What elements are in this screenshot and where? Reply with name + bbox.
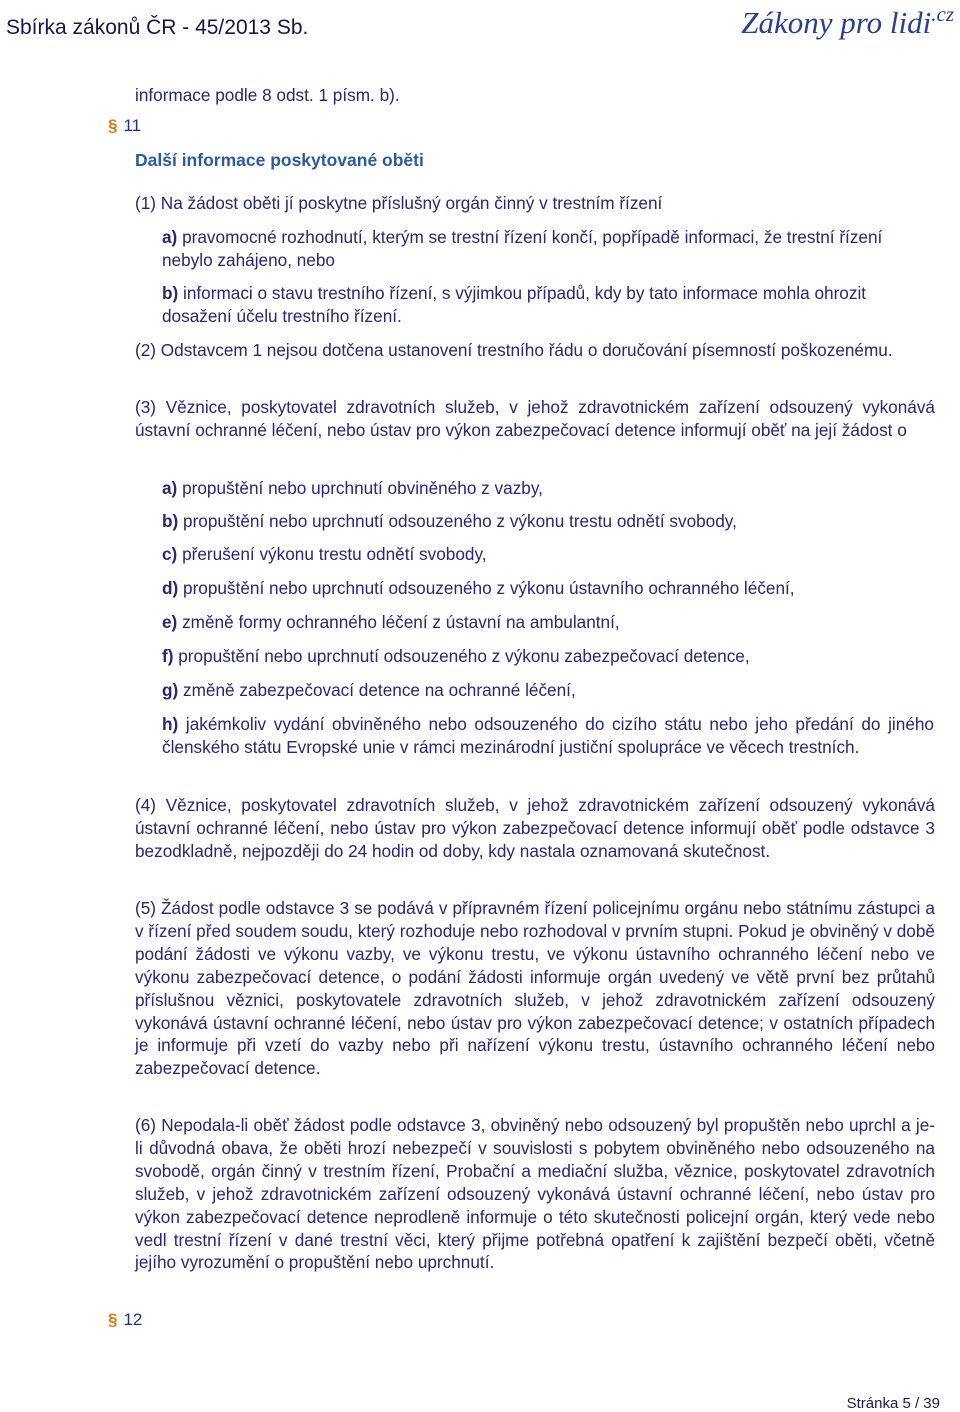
item-label: b) bbox=[162, 511, 179, 531]
item-text: propuštění nebo uprchnutí odsouzeného z výkonu trestu odnětí svobody, bbox=[183, 511, 737, 531]
item-label: b) bbox=[162, 283, 179, 303]
list-item-1b bbox=[162, 282, 934, 328]
list-item-3e bbox=[162, 611, 934, 634]
list-item-3b bbox=[162, 510, 934, 533]
paragraph-2: (2) Odstavcem 1 nejsou dotčena ustanovení trestního řádu o doručování písemností poškozenému. bbox=[135, 340, 893, 360]
list-item-3f bbox=[162, 645, 934, 668]
paragraph-4: (4) Věznice, poskytovatel zdravotních služeb, v jehož zdravotnickém zařízení odsouzený vykonává ústavní ochranné léčení, nebo ústav pro výkon zabezpečovací detence informují oběť podle odstavce 3 bezodkladně, nejpozději do 24 hodin od doby, kdy nastala oznamovaná skutečnost. bbox=[135, 795, 935, 861]
item-text: pravomocné rozhodnutí, kterým se trestní řízení končí, popřípadě informaci, že trestní řízení nebylo zahájeno, nebo bbox=[162, 227, 883, 270]
brand-logo[interactable] bbox=[741, 2, 954, 41]
paragraph-1: (1) Na žádost oběti jí poskytne příslušný orgán činný v trestním řízení bbox=[135, 193, 663, 213]
item-label: f) bbox=[162, 646, 174, 666]
list-item-3d bbox=[162, 577, 934, 600]
item-label: e) bbox=[162, 612, 178, 632]
item-text: změně zabezpečovací detence na ochranné léčení, bbox=[183, 680, 576, 700]
section-symbol: § bbox=[108, 1310, 118, 1329]
item-text: jakémkoliv vydání obviněného nebo odsouzeného do cizího státu nebo jeho předání do jiného členského státu Evropské unie v rámci mezinárodní justiční spolupráce ve věcech trestních. bbox=[162, 714, 934, 757]
item-text: propuštění nebo uprchnutí obviněného z vazby, bbox=[182, 478, 543, 498]
item-text: informaci o stavu trestního řízení, s výjimkou případů, kdy by tato informace mohla ohrozit dosažení účelu trestního řízení. bbox=[162, 283, 867, 326]
page-number: Stránka 5 / 39 bbox=[846, 1395, 940, 1412]
section-symbol: § bbox=[108, 116, 118, 135]
section-12-marker[interactable] bbox=[108, 1310, 142, 1330]
brand-domain: .cz bbox=[931, 2, 954, 26]
document-title: Sbírka zákonů ČR - 45/2013 Sb. bbox=[6, 16, 309, 39]
paragraph-3: (3) Věznice, poskytovatel zdravotních služeb, v jehož zdravotnickém zařízení odsouzený vykonává ústavní ochranné léčení, nebo ústav pro výkon zabezpečovací detence informují oběť na její žádost o bbox=[135, 397, 935, 440]
list-item-1a bbox=[162, 226, 934, 272]
item-label: c) bbox=[162, 544, 178, 564]
list-item-3g bbox=[162, 679, 934, 702]
section-11-marker[interactable] bbox=[108, 116, 141, 136]
item-text: propuštění nebo uprchnutí odsouzeného z výkonu ústavního ochranného léčení, bbox=[183, 578, 795, 598]
item-text: změně formy ochranného léčení z ústavní na ambulantní, bbox=[182, 612, 620, 632]
list-item-3a bbox=[162, 477, 934, 500]
section-number: 11 bbox=[123, 116, 142, 135]
list-item-3h bbox=[162, 713, 934, 759]
paragraph-5: (5) Žádost podle odstavce 3 se podává v přípravném řízení policejnímu orgánu nebo státnímu zástupci a v řízení před soudem soudu, který rozhoduje nebo rozhodoval v prvním stupni. Pokud je obviněný v době podání žádosti ve výkonu vazby, ve výkonu trestu, ve výkonu ústavního ochranného léčení nebo ve výkonu zabezpečovací detence, o podání žádosti informuje orgán uvedený ve větě první bez průtahů příslušnou věznici, poskytovatele zdravotních služeb, v jehož zdravotnickém zařízení odsouzený vykonává ústavní ochranné léčení, nebo ústav pro výkon zabezpečovací detence; v ostatních případech je informuje při vzetí do vazby nebo při nařízení výkonu trestu, ústavního ochranného léčení nebo zabezpečovací detence. bbox=[135, 898, 935, 1079]
section-heading: Další informace poskytované oběti bbox=[135, 150, 424, 170]
item-text: propuštění nebo uprchnutí odsouzeného z výkonu zabezpečovací detence, bbox=[178, 646, 750, 666]
page-header bbox=[0, 0, 960, 46]
brand-name: Zákony pro lidi bbox=[741, 5, 932, 40]
intro-line: informace podle 8 odst. 1 písm. b). bbox=[135, 85, 400, 105]
item-label: h) bbox=[162, 714, 179, 734]
item-label: g) bbox=[162, 680, 179, 700]
item-text: přerušení výkonu trestu odnětí svobody, bbox=[182, 544, 487, 564]
item-label: a) bbox=[162, 478, 178, 498]
item-label: a) bbox=[162, 227, 178, 247]
list-item-3c bbox=[162, 543, 934, 566]
paragraph-6: (6) Nepodala-li oběť žádost podle odstavce 3, obviněný nebo odsouzený byl propuštěn nebo uprchl a je-li důvodná obava, že oběti hrozí nebezpečí v souvislosti s pobytem obviněného nebo odsouzeného na svobodě, orgán činný v trestním řízení, Probační a mediační služba, věznice, poskytovatel zdravotních služeb, v jehož zdravotnickém zařízení odsouzený vykonává ústavní ochranné léčení, nebo ústav pro výkon zabezpečovací detence neprodleně informuje o této skutečnosti policejní orgán, který vede nebo vedl trestní řízení v dané trestní věci, který přijme potřebná opatření k zajištění bezpečí oběti, včetně jejího vyrozumění o propuštění nebo uprchnutí. bbox=[135, 1115, 935, 1273]
item-label: d) bbox=[162, 578, 179, 598]
section-number: 12 bbox=[123, 1310, 143, 1329]
